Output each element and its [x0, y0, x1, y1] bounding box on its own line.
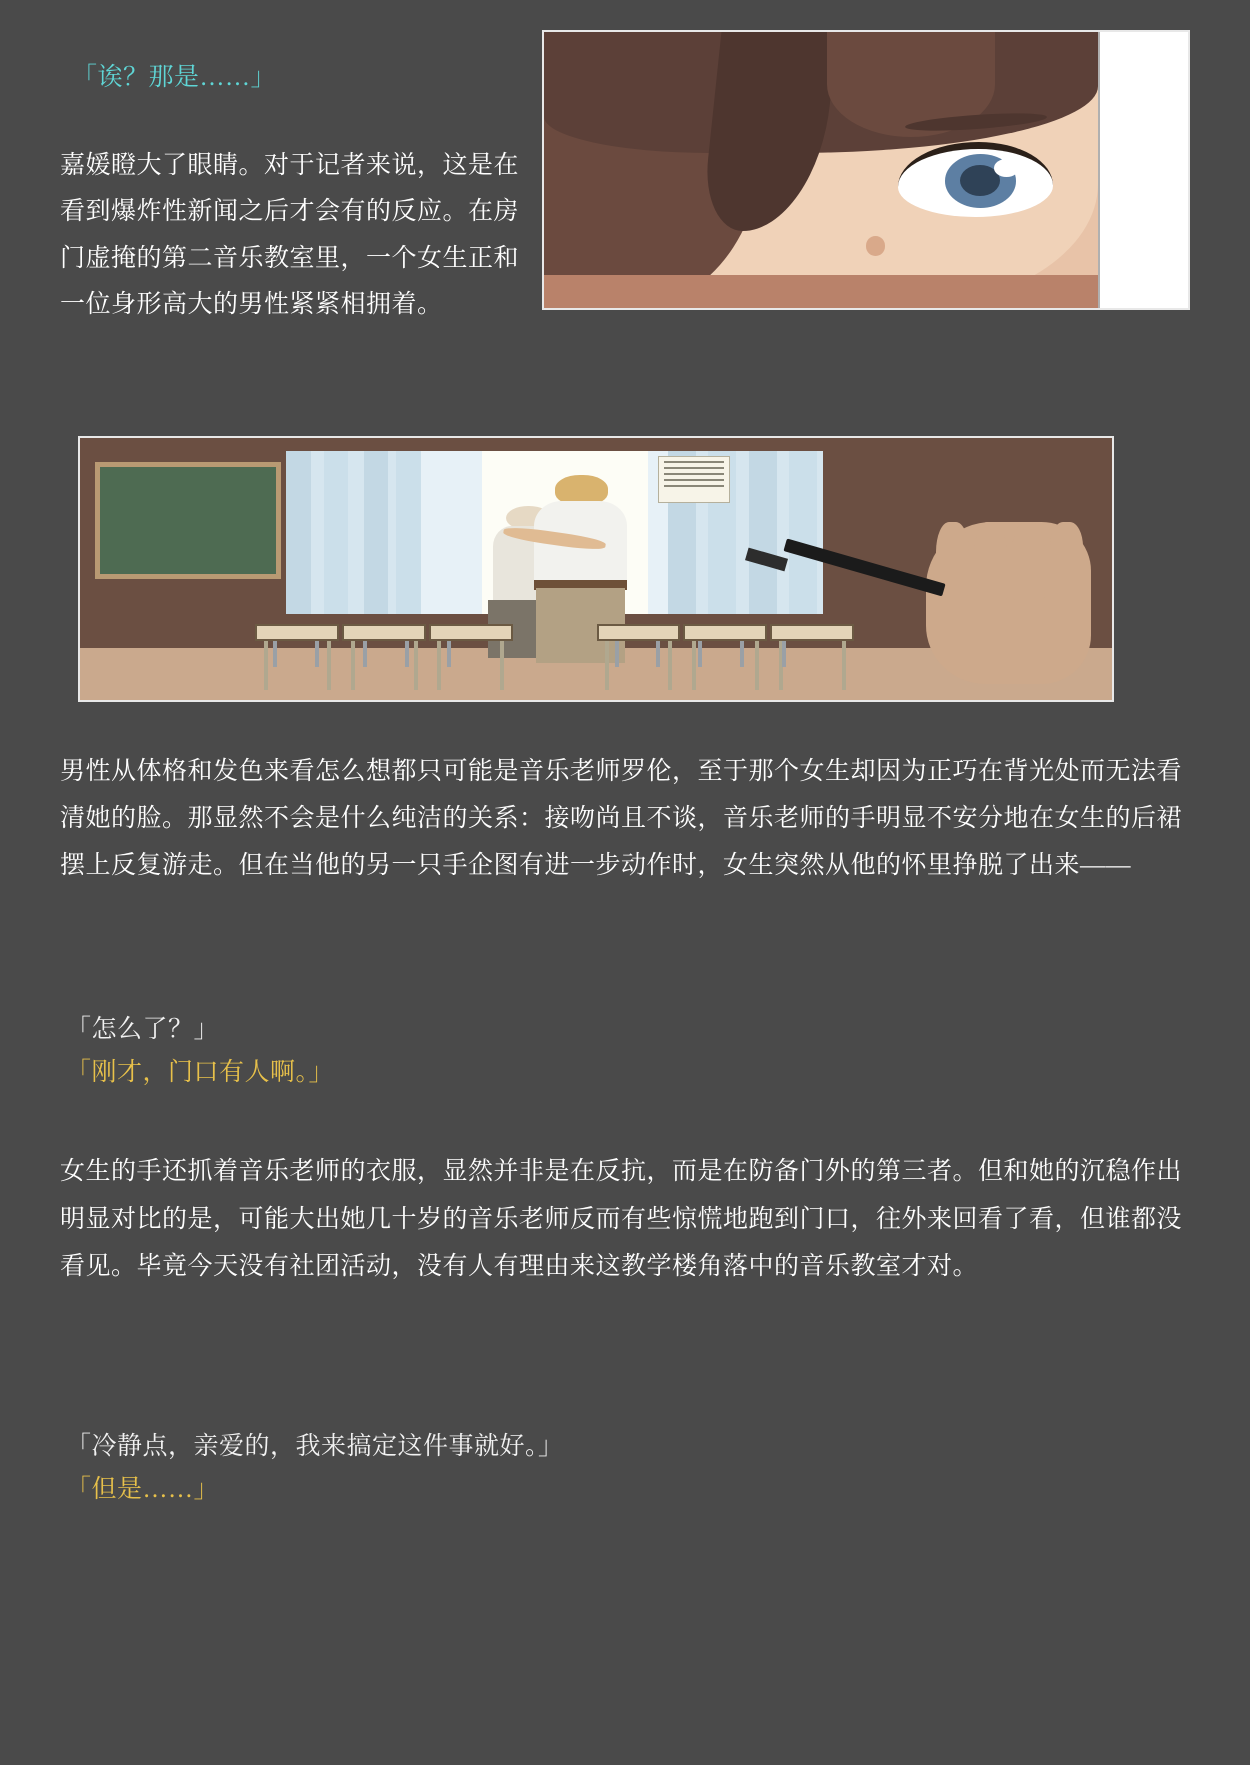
wall-poster [658, 456, 730, 503]
desk-row [255, 624, 854, 690]
paragraph-2: 男性从体格和发色来看怎么想都只可能是音乐老师罗伦，至于那个女生却因为正巧在背光处而无法看清她的脸。那显然不会是什么纯洁的关系：接吻尚且不谈，音乐老师的手明显不安分地在女生的后裙摆上反复游走。但在当他的另一只手企图有进一步动作时，女生突然从他的怀里挣脱了出来—— [60, 758, 1183, 879]
dialogue-line-1: 「诶？那是……」 [72, 64, 277, 91]
paragraph-1: 嘉媛瞪大了眼睛。对于记者来说，这是在看到爆炸性新闻之后才会有的反应。在房门虚掩的第二音乐教室里，一个女生正和一位身形高大的男性紧紧相拥着。 [60, 152, 520, 318]
dialogue-line-4: 「冷静点，亲爱的，我来搞定这件事就好。」 [66, 1433, 564, 1460]
blackboard [95, 462, 281, 580]
dialogue-group-2 [66, 1425, 1166, 1511]
dialogue-line-5: 「但是……」 [66, 1476, 220, 1503]
close-up-face-panel [542, 30, 1190, 310]
dialogue-line-3: 「刚才，门口有人啊。」 [66, 1059, 335, 1086]
dialogue-group-1 [66, 1008, 1166, 1094]
top-section [60, 30, 1190, 328]
hand-with-pen [926, 522, 1091, 684]
classroom-panel [78, 436, 1114, 702]
eye-detail [898, 142, 1053, 217]
dialogue-line-2: 「怎么了？」 [66, 1016, 220, 1043]
paragraph-3: 女生的手还抓着音乐老师的衣服，显然并非是在反抗，而是在防备门外的第三者。但和她的沉稳作出明显对比的是，可能大出她几十岁的音乐老师反而有些惊慌地跑到门口，往外来回看了看，但谁都没看见。毕竟今天没有社团活动，没有人有理由来这教学楼角落中的音乐教室才对。 [60, 1158, 1183, 1280]
